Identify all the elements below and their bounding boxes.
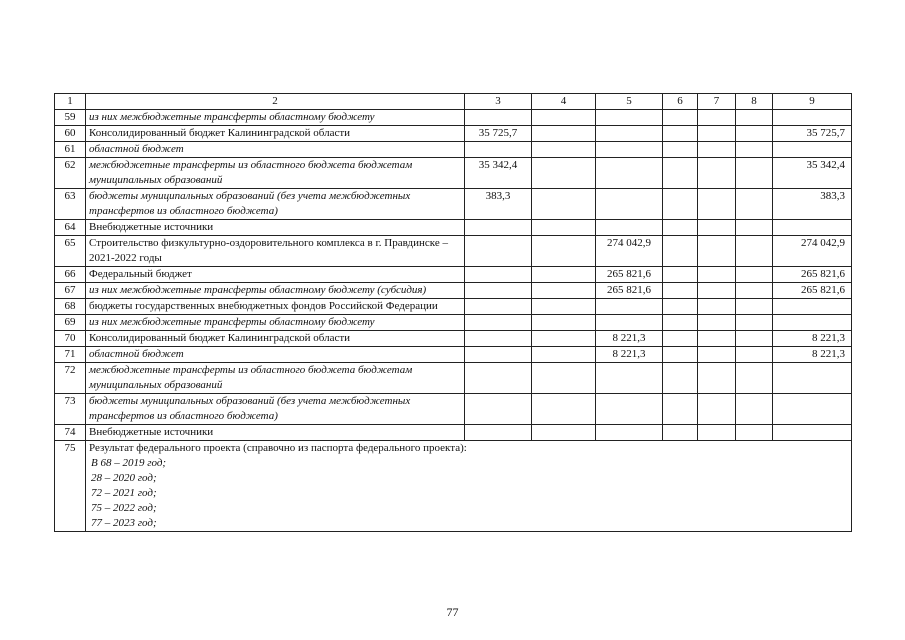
column-header: 8: [736, 94, 773, 110]
value-cell-col4: [532, 347, 596, 363]
result-year-line: 75 – 2022 год;: [91, 502, 157, 514]
value-cell-col7: [698, 425, 736, 441]
value-cell-col4: [532, 236, 596, 267]
column-number-row: [55, 94, 852, 110]
row-label-cell: из них межбюджетные трансферты областному бюджету: [86, 110, 465, 126]
value-cell-col6: [663, 347, 698, 363]
value-cell-col5: [596, 220, 663, 236]
value-cell-col3: [465, 331, 532, 347]
value-cell-col3: [465, 220, 532, 236]
value-cell-col4: [532, 267, 596, 283]
row-number-cell: 75: [55, 441, 86, 532]
row-number-cell: 69: [55, 315, 86, 331]
value-cell-col4: [532, 299, 596, 315]
value-cell-col8: [736, 158, 773, 189]
table-row: [55, 299, 852, 315]
value-cell-col5: [596, 425, 663, 441]
value-cell-col3: [465, 283, 532, 299]
table-row: [55, 267, 852, 283]
value-cell-col6: [663, 331, 698, 347]
table-row: [55, 142, 852, 158]
value-cell-col7: [698, 331, 736, 347]
value-cell-col5: 8 221,3: [596, 347, 663, 363]
row-label-cell: Внебюджетные источники: [86, 425, 465, 441]
table-row: [55, 126, 852, 142]
value-cell-col9: [773, 110, 852, 126]
row-label-cell: Консолидированный бюджет Калининградской области: [86, 126, 465, 142]
value-cell-col4: [532, 363, 596, 394]
value-cell-col8: [736, 363, 773, 394]
value-cell-col6: [663, 315, 698, 331]
value-cell-col4: [532, 394, 596, 425]
row-number-cell: 64: [55, 220, 86, 236]
table-row: [55, 363, 852, 394]
row-number-cell: 74: [55, 425, 86, 441]
value-cell-col7: [698, 299, 736, 315]
value-cell-col3: [465, 315, 532, 331]
table-row: [55, 220, 852, 236]
value-cell-col4: [532, 283, 596, 299]
value-cell-col3: [465, 267, 532, 283]
row-label-cell: областной бюджет: [86, 347, 465, 363]
value-cell-col6: [663, 394, 698, 425]
value-cell-col9: 35 342,4: [773, 158, 852, 189]
value-cell-col4: [532, 142, 596, 158]
value-cell-col8: [736, 236, 773, 267]
value-cell-col6: [663, 158, 698, 189]
column-header: 3: [465, 94, 532, 110]
value-cell-col9: [773, 142, 852, 158]
value-cell-col7: [698, 142, 736, 158]
value-cell-col9: [773, 299, 852, 315]
value-cell-col9: [773, 394, 852, 425]
value-cell-col6: [663, 425, 698, 441]
value-cell-col8: [736, 425, 773, 441]
value-cell-col7: [698, 394, 736, 425]
value-cell-col7: [698, 283, 736, 299]
row-number-cell: 62: [55, 158, 86, 189]
value-cell-col4: [532, 110, 596, 126]
value-cell-col6: [663, 220, 698, 236]
column-header: 9: [773, 94, 852, 110]
value-cell-col6: [663, 299, 698, 315]
value-cell-col5: 8 221,3: [596, 331, 663, 347]
value-cell-col8: [736, 347, 773, 363]
value-cell-col6: [663, 236, 698, 267]
table-row: [55, 189, 852, 220]
value-cell-col3: 35 342,4: [465, 158, 532, 189]
table-row: [55, 331, 852, 347]
value-cell-col7: [698, 267, 736, 283]
table-row: [55, 110, 852, 126]
value-cell-col7: [698, 236, 736, 267]
row-label-cell: бюджеты муниципальных образований (без учета межбюджетных трансфертов из областного бюджета): [86, 394, 465, 425]
column-header: 7: [698, 94, 736, 110]
value-cell-col9: 265 821,6: [773, 283, 852, 299]
value-cell-col6: [663, 110, 698, 126]
value-cell-col6: [663, 189, 698, 220]
row-label-cell: Консолидированный бюджет Калининградской области: [86, 331, 465, 347]
value-cell-col7: [698, 220, 736, 236]
value-cell-col8: [736, 110, 773, 126]
row-number-cell: 63: [55, 189, 86, 220]
value-cell-col9: 383,3: [773, 189, 852, 220]
result-row: [55, 441, 852, 532]
value-cell-col5: [596, 158, 663, 189]
column-header: 4: [532, 94, 596, 110]
row-label-cell: Федеральный бюджет: [86, 267, 465, 283]
value-cell-col7: [698, 189, 736, 220]
value-cell-col4: [532, 158, 596, 189]
value-cell-col8: [736, 299, 773, 315]
value-cell-col7: [698, 315, 736, 331]
table-row: [55, 425, 852, 441]
value-cell-col8: [736, 283, 773, 299]
value-cell-col9: 265 821,6: [773, 267, 852, 283]
row-number-cell: 68: [55, 299, 86, 315]
value-cell-col5: [596, 299, 663, 315]
column-header: 2: [86, 94, 465, 110]
column-header: 5: [596, 94, 663, 110]
value-cell-col5: [596, 363, 663, 394]
row-label-cell: из них межбюджетные трансферты областному бюджету (субсидия): [86, 283, 465, 299]
value-cell-col8: [736, 189, 773, 220]
value-cell-col6: [663, 126, 698, 142]
value-cell-col9: [773, 315, 852, 331]
value-cell-col8: [736, 267, 773, 283]
value-cell-col5: [596, 110, 663, 126]
value-cell-col7: [698, 347, 736, 363]
value-cell-col9: [773, 220, 852, 236]
page-number: 77: [446, 605, 459, 619]
value-cell-col6: [663, 142, 698, 158]
row-number-cell: 65: [55, 236, 86, 267]
budget-table: [54, 93, 852, 532]
value-cell-col5: [596, 126, 663, 142]
value-cell-col8: [736, 126, 773, 142]
result-year-line: 72 – 2021 год;: [91, 487, 157, 499]
table-row: [55, 236, 852, 267]
value-cell-col5: [596, 142, 663, 158]
table-row: [55, 347, 852, 363]
value-cell-col7: [698, 110, 736, 126]
value-cell-col4: [532, 331, 596, 347]
value-cell-col3: [465, 425, 532, 441]
value-cell-col9: 8 221,3: [773, 347, 852, 363]
value-cell-col9: 274 042,9: [773, 236, 852, 267]
row-number-cell: 59: [55, 110, 86, 126]
value-cell-col3: [465, 142, 532, 158]
row-number-cell: 66: [55, 267, 86, 283]
value-cell-col9: 35 725,7: [773, 126, 852, 142]
row-label-cell: из них межбюджетные трансферты областному бюджету: [86, 315, 465, 331]
value-cell-col4: [532, 189, 596, 220]
value-cell-col8: [736, 394, 773, 425]
result-year-line: 77 – 2023 год;: [91, 517, 157, 529]
column-header: 6: [663, 94, 698, 110]
value-cell-col4: [532, 315, 596, 331]
value-cell-col9: [773, 425, 852, 441]
table-row: [55, 394, 852, 425]
value-cell-col3: [465, 110, 532, 126]
value-cell-col8: [736, 142, 773, 158]
table-row: [55, 283, 852, 299]
row-number-cell: 67: [55, 283, 86, 299]
table-row: [55, 315, 852, 331]
value-cell-col3: [465, 347, 532, 363]
result-year-line: В 68 – 2019 год;: [91, 457, 167, 469]
value-cell-col5: 265 821,6: [596, 267, 663, 283]
row-label-cell: межбюджетные трансферты из областного бюджета бюджетам муниципальных образований: [86, 158, 465, 189]
value-cell-col3: [465, 236, 532, 267]
value-cell-col6: [663, 363, 698, 394]
value-cell-col6: [663, 267, 698, 283]
value-cell-col4: [532, 425, 596, 441]
row-number-cell: 71: [55, 347, 86, 363]
value-cell-col9: [773, 363, 852, 394]
value-cell-col3: [465, 363, 532, 394]
value-cell-col4: [532, 220, 596, 236]
row-number-cell: 70: [55, 331, 86, 347]
row-label-cell: Строительство физкультурно-оздоровительного комплекса в г. Правдинске – 2021-2022 годы: [86, 236, 465, 267]
value-cell-col5: [596, 394, 663, 425]
row-label-cell: бюджеты муниципальных образований (без учета межбюджетных трансфертов из областного бюджета): [86, 189, 465, 220]
value-cell-col5: 265 821,6: [596, 283, 663, 299]
value-cell-col7: [698, 363, 736, 394]
value-cell-col3: [465, 394, 532, 425]
value-cell-col9: 8 221,3: [773, 331, 852, 347]
value-cell-col5: [596, 315, 663, 331]
result-year-line: 28 – 2020 год;: [91, 472, 157, 484]
row-number-cell: 72: [55, 363, 86, 394]
row-label-cell: Внебюджетные источники: [86, 220, 465, 236]
value-cell-col8: [736, 315, 773, 331]
value-cell-col5: 274 042,9: [596, 236, 663, 267]
value-cell-col4: [532, 126, 596, 142]
row-number-cell: 60: [55, 126, 86, 142]
table-body: [55, 94, 852, 532]
value-cell-col3: 383,3: [465, 189, 532, 220]
value-cell-col7: [698, 158, 736, 189]
value-cell-col8: [736, 331, 773, 347]
value-cell-col6: [663, 283, 698, 299]
row-number-cell: 61: [55, 142, 86, 158]
value-cell-col5: [596, 189, 663, 220]
row-label-cell: межбюджетные трансферты из областного бюджета бюджетам муниципальных образований: [86, 363, 465, 394]
table-row: [55, 158, 852, 189]
row-number-cell: 73: [55, 394, 86, 425]
result-title: Результат федерального проекта (справочно из паспорта федерального проекта):: [89, 442, 467, 454]
value-cell-col3: 35 725,7: [465, 126, 532, 142]
result-text-cell: [86, 441, 852, 532]
value-cell-col7: [698, 126, 736, 142]
row-label-cell: бюджеты государственных внебюджетных фондов Российской Федерации: [86, 299, 465, 315]
row-label-cell: областной бюджет: [86, 142, 465, 158]
value-cell-col3: [465, 299, 532, 315]
column-header: 1: [55, 94, 86, 110]
value-cell-col8: [736, 220, 773, 236]
